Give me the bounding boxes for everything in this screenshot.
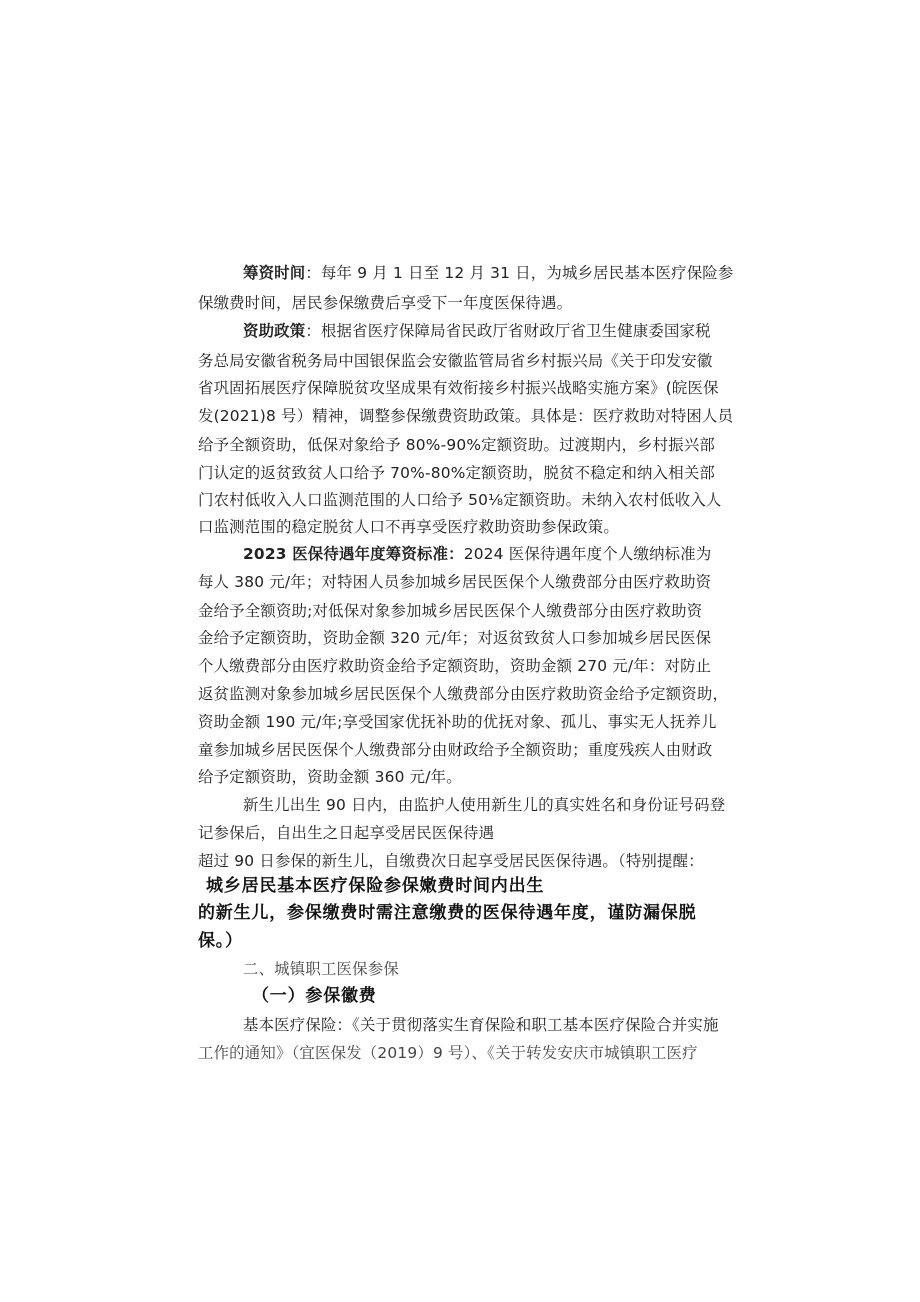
para3-line9: 给予定额资助，资助金额 360 元/年。 (198, 768, 462, 786)
para2-line5: 给予全额资助，低保对象给予 80%-90%定额资助。过渡期内，乡村振兴部 (198, 436, 715, 454)
para2-label: 资助政策 (243, 322, 306, 340)
para3-line5: 个人缴费部分由医疗救助资金给予定额资助，资助金额 270 元/年：对防止 (198, 657, 712, 675)
para3-line8: 童参加城乡居民医保个人缴费部分由财政给予全额资助；重度残疾人由财政 (198, 741, 713, 759)
section-heading: 二、城镇职工医保参保 (243, 960, 399, 978)
para4-line6: 保。） (198, 931, 243, 951)
para3-label: 2023 医保待遇年度筹资标准： (243, 545, 464, 563)
para3-line7: 资助金额 190 元/年;享受国家优抚补助的优抚对象、孤儿、事实无人抚养儿 (198, 713, 717, 731)
para3-line1 (243, 544, 711, 564)
para4-line5: 的新生儿，参保缴费时需注意缴费的医保待遇年度，谨防漏保脱 (198, 903, 697, 923)
para2-line6: 门认定的返贫致贫人口给予 70%-80%定额资助，脱贫不稳定和纳入相关部 (198, 464, 715, 482)
para2-line2: 务总局安徽省税务局中国银保监会安徽监管局省乡村振兴局《关于印发安徽 (198, 352, 713, 370)
para2-line3: 省巩固拓展医疗保障脱贫攻坚成果有效衔接乡村振兴战略实施方案》(皖医保 (198, 379, 719, 397)
para4-line2: 记参保后，自出生之日起享受居民医保待遇 (198, 824, 495, 842)
para1-text: ：每年 9 月 1 日至 12 月 31 日，为城乡居民基本医疗保险参 (305, 264, 734, 282)
para1-line2: 保缴费时间，居民参保缴费后享受下一年度医保待遇。 (198, 294, 573, 312)
para4-line3: 超过 90 日参保的新生儿，自缴费次日起享受居民医保待遇。（特别提醒： (198, 852, 704, 870)
para5-line1: 基本医疗保险：《关于贯彻落实生育保险和职工基本医疗保险合并实施 (243, 1016, 719, 1034)
para3-line6: 返贫监测对象参加城乡居民医保个人缴费部分由医疗救助资金给予定额资助， (198, 685, 729, 703)
para2-line7: 门农村低收入人口监测范围的人口给予 50⅛定额资助。未纳入农村低收入人 (198, 491, 722, 509)
para2-text: ：根据省医疗保障局省民政厅省财政厅省卫生健康委国家税 (305, 322, 711, 340)
subsection-heading: （一）参保徽费 (252, 986, 377, 1006)
para5-line2: 工作的通知》（宜医保发（2019）9 号）、《关于转发安庆市城镇职工医疗 (198, 1044, 698, 1062)
para2-line8: 口监测范围的稳定脱贫人口不再享受医疗救助资助参保政策。 (198, 518, 619, 536)
para3-line2: 每人 380 元/年；对特困人员参加城乡居民医保个人缴费部分由医疗救助资 (198, 573, 712, 591)
para4-line4: 城乡居民基本医疗保险参保嫩费时间内出生 (206, 876, 545, 896)
para1-label: 筹资时间 (243, 264, 306, 282)
para2-line4: 发(2021)8 号）精神，调整参保缴费资助政策。具体是：医疗救助对特困人员 (198, 407, 734, 425)
para3-line3: 金给予全额资助;对低保对象参加城乡居民医保个人缴费部分由医疗救助资 (198, 602, 703, 620)
para3-line4: 金给予定额资助，资助金额 320 元/年；对返贫致贫人口参加城乡居民医保 (198, 629, 712, 647)
para4-line1: 新生儿出生 90 日内，由监护人使用新生儿的真实姓名和身份证号码登 (243, 796, 726, 814)
para2-line1 (243, 321, 711, 341)
para1-line1 (243, 263, 733, 283)
para3-text: 2024 医保待遇年度个人缴纳标准为 (463, 545, 712, 563)
